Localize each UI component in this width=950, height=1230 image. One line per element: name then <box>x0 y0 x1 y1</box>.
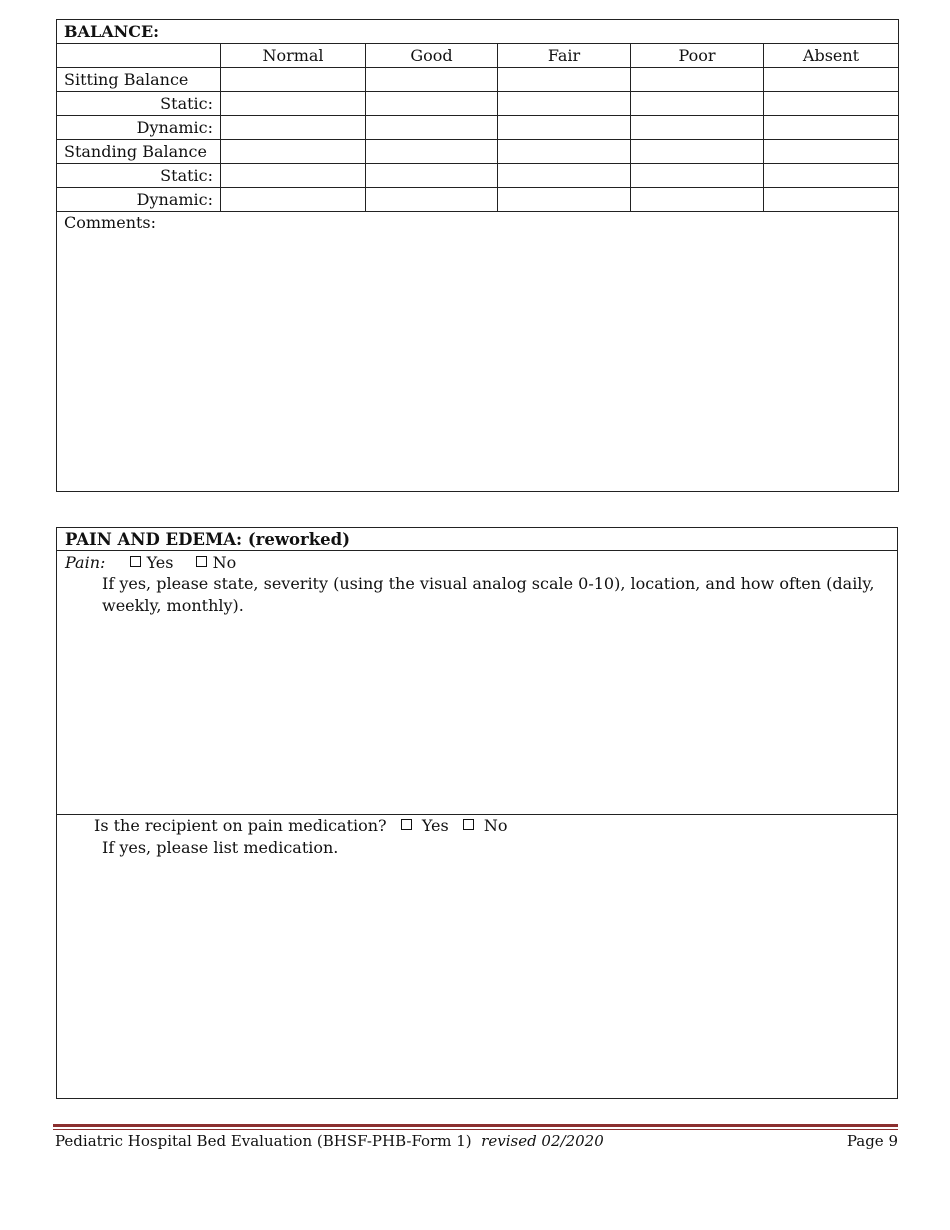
rating-cell[interactable] <box>366 92 498 116</box>
rating-cell[interactable] <box>764 140 899 164</box>
row-label-sitting-balance: Sitting Balance <box>57 68 221 92</box>
rating-cell[interactable] <box>366 140 498 164</box>
balance-header-row <box>57 44 899 68</box>
row-label-standing-balance: Standing Balance <box>57 140 221 164</box>
rating-cell[interactable] <box>221 92 366 116</box>
footer-form-title: Pediatric Hospital Bed Evaluation (BHSF-PHB-Form 1) <box>55 1132 472 1150</box>
footer-page-number: Page 9 <box>846 1132 898 1150</box>
medication-no-label: No <box>483 816 508 835</box>
medication-yes-label: Yes <box>421 816 449 835</box>
rating-cell[interactable] <box>221 68 366 92</box>
rating-cell[interactable] <box>498 116 631 140</box>
pain-instructions-line1: If yes, please state, severity (using the visual analog scale 0-10), location, and how often (daily, <box>102 574 875 593</box>
pain-no-label: No <box>212 553 237 572</box>
pain-edema-section <box>56 527 898 1099</box>
medication-instructions: If yes, please list medication. <box>102 838 339 857</box>
pain-no-checkbox[interactable] <box>196 556 207 567</box>
balance-table <box>56 19 899 492</box>
table-row <box>57 116 899 140</box>
table-row <box>57 188 899 212</box>
rating-cell[interactable] <box>764 188 899 212</box>
header-blank-cell <box>57 44 221 68</box>
rating-cell[interactable] <box>221 140 366 164</box>
balance-title: BALANCE: <box>57 20 899 44</box>
footer-rule-thin <box>53 1129 898 1130</box>
rating-cell[interactable] <box>498 140 631 164</box>
rating-cell[interactable] <box>498 68 631 92</box>
row-label-sitting-static: Static: <box>57 92 221 116</box>
table-row <box>57 164 899 188</box>
rating-cell[interactable] <box>631 92 764 116</box>
rating-cell[interactable] <box>631 164 764 188</box>
rating-cell[interactable] <box>631 140 764 164</box>
rating-cell[interactable] <box>631 116 764 140</box>
rating-cell[interactable] <box>498 92 631 116</box>
medication-yes-checkbox[interactable] <box>401 819 412 830</box>
col-header-good: Good <box>366 44 498 68</box>
rating-cell[interactable] <box>764 164 899 188</box>
rating-cell[interactable] <box>631 68 764 92</box>
table-row <box>57 68 899 92</box>
row-label-standing-dynamic: Dynamic: <box>57 188 221 212</box>
pain-edema-title: PAIN AND EDEMA: (reworked) <box>57 528 897 551</box>
table-row <box>57 92 899 116</box>
medication-no-checkbox[interactable] <box>463 819 474 830</box>
rating-cell[interactable] <box>764 68 899 92</box>
pain-instructions-line2: weekly, monthly). <box>102 596 244 615</box>
pain-yes-label: Yes <box>146 553 174 572</box>
col-header-poor: Poor <box>631 44 764 68</box>
rating-cell[interactable] <box>221 164 366 188</box>
footer-revised: revised 02/2020 <box>481 1132 604 1150</box>
pain-question-line <box>65 552 236 574</box>
medication-response-area[interactable] <box>57 815 897 1098</box>
rating-cell[interactable] <box>498 188 631 212</box>
medication-question-line <box>94 815 508 837</box>
rating-cell[interactable] <box>366 188 498 212</box>
rating-cell[interactable] <box>366 164 498 188</box>
pain-yes-checkbox[interactable] <box>130 556 141 567</box>
col-header-normal: Normal <box>221 44 366 68</box>
rating-cell[interactable] <box>221 116 366 140</box>
rating-cell[interactable] <box>764 92 899 116</box>
rating-cell[interactable] <box>366 68 498 92</box>
row-label-sitting-dynamic: Dynamic: <box>57 116 221 140</box>
rating-cell[interactable] <box>631 188 764 212</box>
rating-cell[interactable] <box>221 188 366 212</box>
pain-label: Pain: <box>65 553 106 572</box>
balance-comments-field[interactable] <box>57 212 899 492</box>
table-row <box>57 140 899 164</box>
footer-form-name <box>55 1131 604 1151</box>
rating-cell[interactable] <box>366 116 498 140</box>
rating-cell[interactable] <box>764 116 899 140</box>
footer-rule-thick <box>53 1124 898 1127</box>
rating-cell[interactable] <box>498 164 631 188</box>
col-header-absent: Absent <box>764 44 899 68</box>
col-header-fair: Fair <box>498 44 631 68</box>
row-label-standing-static: Static: <box>57 164 221 188</box>
pain-response-area[interactable] <box>57 552 897 815</box>
medication-question: Is the recipient on pain medication? <box>94 816 387 835</box>
comments-label: Comments: <box>64 213 157 232</box>
